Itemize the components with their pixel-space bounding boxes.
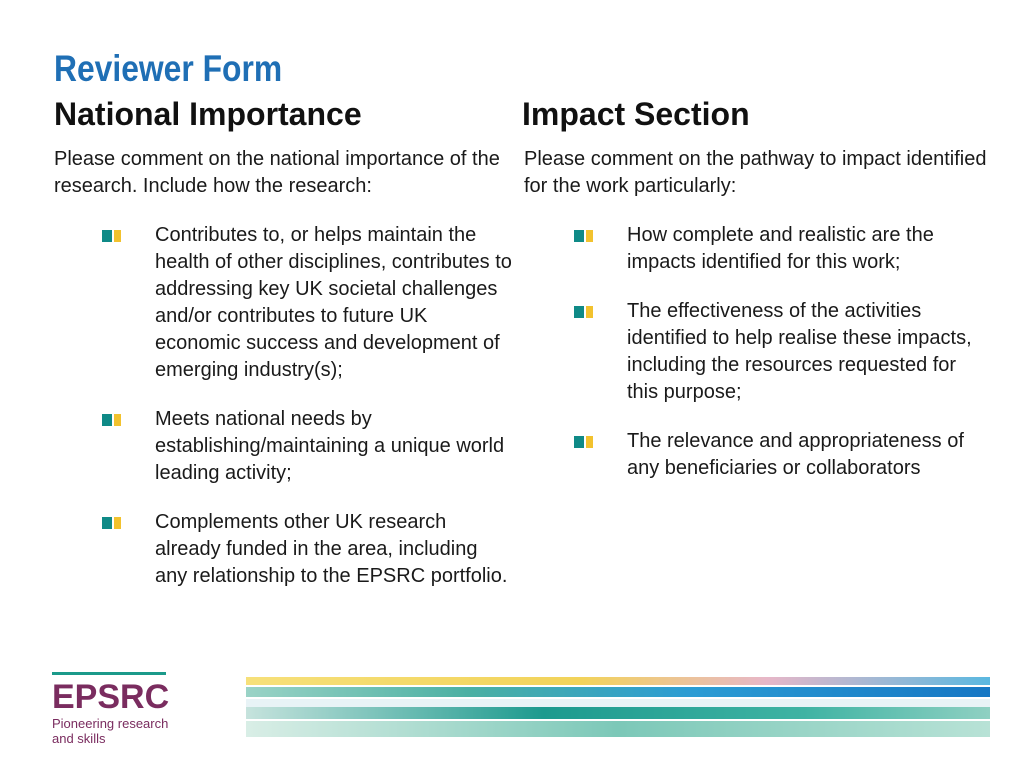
impact-section-heading: Impact Section bbox=[522, 96, 750, 132]
logo-tagline: Pioneering research and skills bbox=[52, 716, 169, 746]
national-importance-intro: Please comment on the national importance of the research. Include how the research: bbox=[54, 148, 500, 197]
slide-title: Reviewer Form bbox=[54, 48, 283, 89]
bullet-text: The effectiveness of the activities identified to help realise these impacts, including the resources requested for this purpose; bbox=[627, 300, 972, 403]
logo-accent-bar bbox=[52, 672, 166, 675]
bullet-icon bbox=[574, 436, 594, 448]
national-importance-heading: National Importance bbox=[54, 96, 362, 132]
bullet-item bbox=[102, 222, 512, 384]
bullet-item bbox=[102, 406, 512, 487]
impact-section-bullets bbox=[574, 222, 984, 504]
bullet-item bbox=[574, 222, 984, 276]
national-importance-bullets bbox=[102, 222, 512, 612]
bullet-item bbox=[102, 509, 512, 590]
bullet-icon bbox=[102, 517, 122, 529]
impact-section-intro: Please comment on the pathway to impact identified for the work particularly: bbox=[524, 148, 987, 197]
bullet-icon bbox=[574, 230, 594, 242]
bullet-item bbox=[574, 428, 984, 482]
epsrc-logo bbox=[52, 672, 182, 752]
bullet-text: Meets national needs by establishing/maintaining a unique world leading activity; bbox=[155, 408, 505, 484]
bullet-icon bbox=[574, 306, 594, 318]
bullet-icon bbox=[102, 230, 122, 242]
bullet-text: The relevance and appropriateness of any beneficiaries or collaborators bbox=[627, 430, 964, 479]
bullet-text: Contributes to, or helps maintain the health of other disciplines, contributes to addressing key UK societal challenges and/or contributes to future UK economic success and development of emerging industry(s); bbox=[155, 224, 512, 381]
bullet-text: Complements other UK research already funded in the area, including any relationship to the EPSRC portfolio. bbox=[155, 511, 508, 587]
bullet-text: How complete and realistic are the impacts identified for this work; bbox=[627, 224, 934, 273]
decorative-stripes bbox=[246, 677, 990, 737]
bullet-icon bbox=[102, 414, 122, 426]
bullet-item bbox=[574, 298, 984, 406]
logo-wordmark: EPSRC bbox=[52, 678, 170, 716]
